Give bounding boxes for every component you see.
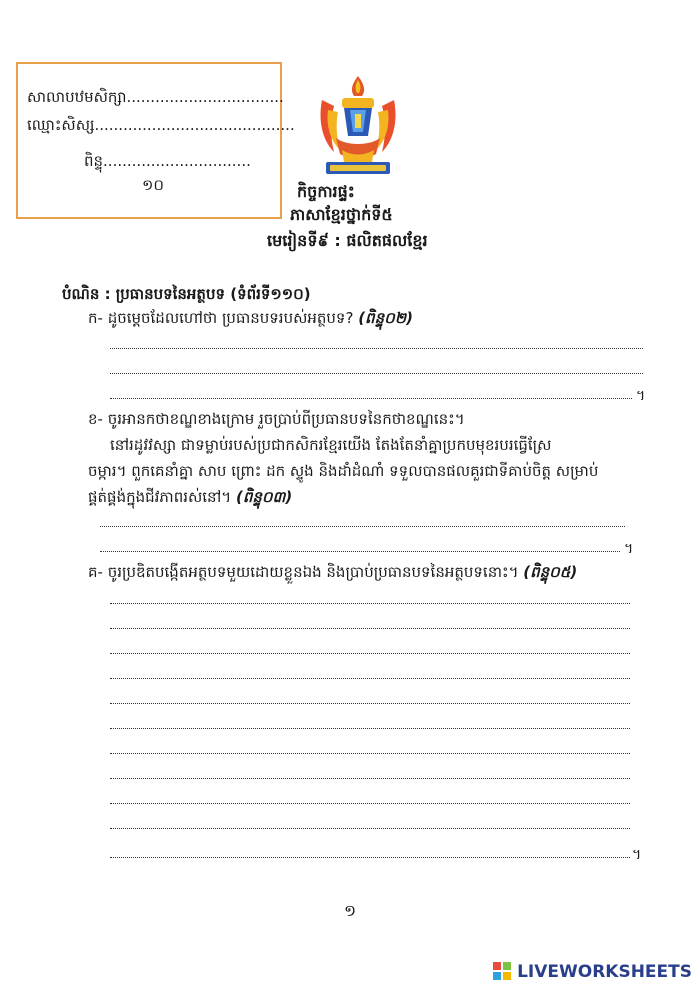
answer-line[interactable] <box>110 373 643 374</box>
answer-line[interactable] <box>110 753 630 754</box>
answer-line[interactable] <box>100 526 625 527</box>
question-3-text: គ- ចូរប្រឌិតបង្កើតអត្ថបទមួយដោយខ្លួនឯង និងប្រាប់ប្រធានបទនៃអត្ថបទនោះ។ <box>88 563 519 581</box>
answer-line[interactable] <box>110 828 630 829</box>
question-1-text: ក- ដូចម្តេចដែលហៅថា ប្រធានបទរបស់អត្ថបទ? <box>88 309 354 327</box>
answer-line[interactable] <box>110 653 630 654</box>
question-2-points: (ពិន្ទុ០៣) <box>235 488 293 506</box>
passage-text: ផ្គត់ផ្គង់ក្នុងជីវភាពរស់នៅ។ <box>88 488 232 506</box>
end-mark: ។ <box>636 388 646 404</box>
end-mark: ។ <box>624 541 634 557</box>
passage-line-last <box>88 488 292 510</box>
passage-line: នៅរដូវវស្សា ជាទម្លាប់របស់ប្រជាកសិករខ្មែរយើង តែងតែនាំគ្នាប្រកបមុខរបរធ្វើស្រែ <box>110 436 552 454</box>
score-total: ១០ <box>142 176 164 194</box>
question-3 <box>88 563 577 585</box>
answer-line[interactable] <box>110 678 630 679</box>
answer-line[interactable] <box>100 551 620 552</box>
answer-line[interactable] <box>110 857 630 858</box>
answer-line[interactable] <box>110 778 630 779</box>
answer-line[interactable] <box>110 703 630 704</box>
score-field[interactable]: ពិន្ទុ............................... <box>84 152 251 170</box>
skill-heading: បំណិន : ប្រធានបទនៃអត្ថបទ (ទំព័រទី១១០) <box>62 285 311 303</box>
answer-line[interactable] <box>110 348 643 349</box>
student-info-box <box>16 62 295 219</box>
answer-line[interactable] <box>110 398 632 399</box>
question-2: ខ- ចូរអានកថាខណ្ឌខាងក្រោម រួចប្រាប់ពីប្រធានបទនៃកថាខណ្ឌនេះ។ <box>88 410 465 428</box>
end-mark: ។ <box>632 847 642 863</box>
liveworksheets-brand: LIVEWORKSHEETS <box>517 962 692 982</box>
question-3-points: (ពិន្ទុ០៥) <box>523 563 578 581</box>
answer-line[interactable] <box>110 628 630 629</box>
answer-line[interactable] <box>110 603 630 604</box>
subject-title: ភាសាខ្មែរថ្នាក់ទី៥ <box>290 205 393 224</box>
lesson-title: មេរៀនទី៩ : ផលិតផលខ្មែរ <box>267 231 428 250</box>
school-field[interactable]: សាលាបឋមសិក្សា................................. <box>27 88 284 106</box>
page-number: ១ <box>344 901 357 920</box>
student-name-field[interactable]: ឈ្មោះសិស្ស.......................................... <box>27 116 295 134</box>
answer-line[interactable] <box>110 728 630 729</box>
liveworksheets-squares-icon <box>493 962 511 980</box>
passage-line: ចម្ការ។ ពួកគេនាំគ្នា សាប ព្រោះ ដក ស្ទូង និងដាំដំណាំ ទទួលបានផលគួរជាទីគាប់ចិត្ត សម្រាប់ <box>88 462 599 480</box>
question-1 <box>88 309 413 331</box>
page-title: កិច្ចការផ្ទះ <box>297 182 355 201</box>
question-1-points: (ពិន្ទុ០២) <box>358 309 413 327</box>
liveworksheets-logo <box>493 962 692 982</box>
ministry-emblem-icon <box>312 70 404 180</box>
answer-line[interactable] <box>110 803 630 804</box>
